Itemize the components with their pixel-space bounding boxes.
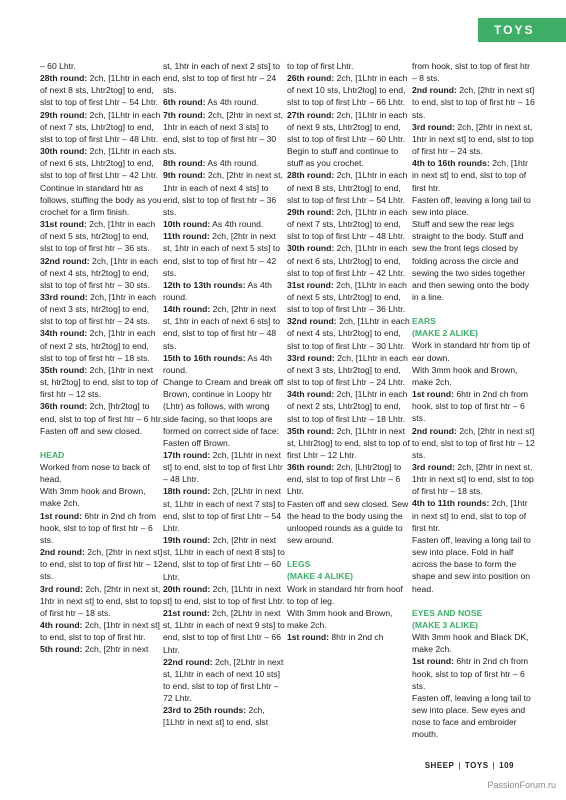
round-label: 11th round:: [163, 231, 210, 242]
instruction-paragraph: [163, 279, 287, 303]
instruction-paragraph: Fasten off, leaving a long tail to sew into place. Sew eyes and nose to face and embroider mouth.: [412, 692, 531, 740]
round-label: 3rd round:: [412, 121, 455, 132]
instruction-paragraph: [40, 218, 164, 254]
instruction-paragraph: [163, 96, 287, 108]
instruction-paragraph: [163, 485, 287, 534]
round-text: 2ch, [1Lhtr in each of next 2 sts, Lhtr2tog] to end, slst to top of first Lhtr – 18 Lhtr.: [287, 389, 408, 424]
round-label: 23rd to 25th rounds:: [163, 705, 247, 716]
round-text: 2ch, [1htr in each of next 2 sts, htr2tog] to end, slst to top of first htr – 18 sts.: [40, 328, 156, 363]
round-label: 29th round:: [40, 109, 88, 120]
round-text: 2ch, [2htr in next st] to end, slst to top of first htr – 16 sts.: [412, 85, 535, 120]
instruction-paragraph: [287, 388, 411, 424]
round-text: 2ch, [1htr in each of next 5 sts, htr2tog] to end, slst to top of first htr – 36 sts.: [40, 219, 156, 254]
instruction-paragraph: [163, 704, 287, 728]
instruction-paragraph: [40, 291, 164, 327]
round-label: 32nd round:: [40, 255, 90, 266]
instruction-paragraph: [287, 631, 411, 643]
instruction-paragraph: Worked from nose to back of head.: [40, 462, 150, 485]
round-label: 1st round:: [412, 389, 455, 400]
round-text: 2ch, [1Lhtr in next st] to end, slst to top of first Lhtr – 48 Lhtr.: [163, 450, 283, 485]
round-label: 34th round:: [287, 389, 335, 400]
instruction-paragraph: [287, 352, 411, 388]
round-text: 2ch, [1htr in next st] to end, slst to top of first htr.: [40, 620, 160, 643]
instruction-paragraph: [40, 72, 164, 108]
footer-category: TOYS: [464, 761, 489, 770]
round-text: 2ch, [htr2tog] to end, slst to top of first htr – 6 htr.: [40, 401, 163, 424]
round-text: 2ch, [1Lhtr in each of next 6 sts, Lhtr2tog] to end, slst to top of first Lhtr – 42 Lhtr.: [40, 146, 161, 181]
section-heading: (MAKE 4 ALIKE): [287, 571, 354, 582]
instruction-paragraph: [163, 607, 287, 656]
instruction-paragraph: [412, 655, 536, 691]
round-text: 2ch, [1Lhtr in each of next 4 sts, Lhtr2tog] to end, slst to top of first Lhtr – 30 Lhtr.: [287, 316, 410, 351]
instruction-paragraph: [163, 656, 287, 705]
round-text: 2ch, [2htr in next st, 1Lhtr in each of next 8 sts] to end, slst to top of first Lhtr – 60 Lhtr.: [163, 535, 285, 582]
text-column-2: [163, 60, 287, 729]
instruction-paragraph: [40, 364, 164, 400]
round-text: 8htr in 2nd ch: [329, 632, 384, 643]
instruction-paragraph: [287, 242, 411, 278]
instruction-paragraph: [163, 109, 287, 158]
paragraph-gap: [412, 303, 536, 315]
round-text: 2ch, [1Lhtr in each of next 3 sts, Lhtr2tog] to end, slst to top of first Lhtr – 24 Lhtr.: [287, 352, 408, 388]
round-label: 15th to 16th rounds:: [163, 352, 246, 363]
instruction-paragraph: [163, 157, 287, 169]
round-label: 28th round:: [40, 73, 88, 84]
round-text: 2ch, [2htr in next st, 1htr in next st] to end, slst to top of first htr – 18 sts.: [40, 583, 162, 618]
round-label: 30th round:: [287, 243, 335, 254]
instruction-paragraph: Stuff and sew the rear legs straight to the body. Stuff and sew the front legs closed by folding across the circle and sewing the two sides together and then sewing onto the body in a line.: [412, 219, 530, 302]
round-text: As 4th round.: [163, 352, 272, 375]
round-text: 2ch, [2Lhtr in next st, 1Lhtr in each of next 7 sts] to end, slst to top of first Lhtr – 54 Lhtr.: [163, 486, 285, 533]
watermark: PassionForum.ru: [487, 780, 556, 790]
page-footer: [425, 761, 514, 770]
instruction-paragraph: [40, 400, 164, 424]
round-text: 2ch, [2htr in next st, 1htr in each of next 6 sts] to end, slst to top of first htr – 48 sts.: [163, 304, 281, 351]
footer-separator: |: [458, 761, 461, 770]
instruction-paragraph: [163, 230, 287, 279]
round-text: 2ch, [1Lhtr in each of next 8 sts, Lhtr2tog] to end, slst to top of first Lhtr – 54 Lhtr.: [287, 170, 408, 205]
round-label: 30th round:: [40, 146, 88, 157]
round-label: 21st round:: [163, 608, 210, 619]
round-text: 2ch, [1Lhtr in each of next 10 sts, Lhtr2tog] to end, slst to top of first Lhtr – 66 Lhtr.: [287, 73, 408, 108]
instruction-paragraph: With 3mm hook and Brown, make 2ch.: [287, 607, 393, 631]
round-text: 2ch, [1Lhtr in each of next 5 sts, Lhtr2tog] to end, slst to top of first Lhtr – 36 Lhtr.: [287, 279, 407, 315]
instruction-paragraph: [287, 206, 411, 242]
round-text: 2ch, [1Lhtr in each of next 7 sts, Lhtr2tog] to end, slst to top of first Lhtr – 48 Lhtr.: [287, 206, 408, 242]
round-label: 31st round:: [287, 279, 334, 290]
round-text: 2ch, [2htr in next: [82, 644, 149, 655]
instruction-paragraph: to top of first Lhtr.: [287, 61, 354, 71]
round-label: 2nd round:: [40, 547, 85, 558]
round-label: 32nd round:: [287, 316, 337, 327]
instruction-paragraph: – 60 Lhtr.: [40, 61, 76, 71]
round-text: As 4th round.: [205, 97, 259, 108]
instruction-paragraph: Fasten off and sew closed. Sew the head to the body using the unlooped rounds as a guide to sew around.: [287, 498, 409, 546]
instruction-paragraph: [287, 315, 411, 351]
round-label: 20th round:: [163, 583, 211, 594]
round-text: 2ch, [1Lhtr in each of next 8 sts, Lhtr2tog] to end, slst to top of first Lhtr – 54 Lhtr.: [40, 73, 161, 108]
instruction-paragraph: With 3mm hook and Black DK, make 2ch.: [412, 632, 529, 655]
round-text: 2ch, [2htr in next st, 1htr in each of next 3 sts] to end, slst to top of first htr – 30 sts.: [163, 109, 283, 157]
round-label: 5th round:: [40, 644, 83, 655]
section-heading: (MAKE 3 ALIKE): [412, 619, 479, 630]
round-text: 2ch, [Lhtr2tog] to end, slst to top of first Lhtr – 6 Lhtr.: [287, 462, 402, 497]
instruction-paragraph: [40, 583, 164, 619]
round-label: 8th round:: [163, 158, 206, 169]
section-heading: EYES AND NOSE: [412, 607, 483, 618]
round-label: 3rd round:: [412, 462, 455, 472]
paragraph-gap: [40, 437, 164, 449]
round-label: 26th round:: [287, 73, 335, 84]
instruction-paragraph: [40, 109, 164, 145]
instruction-paragraph: [287, 461, 411, 497]
text-column-4: [412, 60, 536, 740]
instruction-paragraph: [412, 461, 536, 497]
round-label: 35th round:: [287, 425, 335, 436]
round-label: 6th round:: [163, 97, 206, 108]
round-text: 2ch, [1htr in next st, htr2tog] to end, slst to top of first htr – 12 sts.: [40, 364, 158, 400]
footer-section: SHEEP: [424, 761, 455, 770]
round-text: 2ch, [1Lhtr in next st, Lhtr2tog] to end, slst to top of first Lhtr – 12 Lhtr.: [287, 425, 410, 460]
instruction-paragraph: Fasten off and sew closed.: [40, 425, 143, 436]
section-heading: LEGS: [287, 559, 311, 570]
instruction-paragraph: [412, 425, 536, 461]
round-text: As 4th round.: [210, 219, 264, 230]
round-text: 2ch, [2htr in next st, 1htr in next st] to end, slst to top of first htr – 24 sts.: [412, 121, 534, 157]
instruction-paragraph: from hook, slst to top of first htr – 8 sts.: [412, 61, 530, 84]
instruction-paragraph: [40, 327, 164, 363]
instruction-paragraph: Fasten off, leaving a long tail to sew into place.: [412, 194, 531, 217]
round-text: 2ch, [2htr in next st] to end, slst to top of first htr – 12 sts.: [412, 425, 535, 460]
instruction-paragraph: Work in standard htr from tip of ear down.: [412, 340, 530, 363]
instruction-paragraph: [287, 279, 411, 315]
instruction-paragraph: [163, 449, 287, 485]
round-label: 18th round:: [163, 486, 211, 497]
instruction-paragraph: [40, 619, 164, 643]
round-text: 2ch, [2htr in next st, 1htr in each of next 5 sts] to end, slst to top of first htr – 42 sts.: [163, 231, 281, 278]
instruction-paragraph: [412, 157, 536, 193]
round-label: 33rd round:: [287, 352, 335, 363]
round-text: 2ch, [1htr in next st] to end, slst to top of first htr.: [412, 158, 529, 193]
section-tab: TOYS: [478, 18, 566, 42]
round-label: 12th to 13th rounds:: [163, 279, 246, 290]
round-label: 31st round:: [40, 219, 87, 230]
round-label: 35th round:: [40, 364, 88, 375]
text-column-1: [40, 60, 164, 656]
instruction-paragraph: [163, 583, 287, 607]
paragraph-gap: [412, 595, 536, 607]
instruction-paragraph: [40, 510, 164, 546]
page-number: 109: [499, 761, 514, 770]
round-label: 1st round:: [412, 656, 455, 667]
footer-separator: |: [492, 761, 496, 770]
instruction-paragraph: [287, 109, 411, 145]
round-label: 14th round:: [163, 304, 211, 315]
instruction-paragraph: [412, 121, 536, 157]
round-text: 2ch, [1Lhtr in next st] to end, slst to top of first Lhtr.: [163, 583, 285, 606]
round-label: 36th round:: [40, 401, 88, 412]
instruction-paragraph: Change to Cream and break off Brown, continue in Loopy htr (Lhtr) as follows, with wrong side facing, so that loops are formed on correct side of face:: [163, 377, 284, 436]
instruction-paragraph: st, 1htr in each of next 2 sts] to end, slst to top of first htr – 24 sts.: [163, 61, 281, 96]
round-text: As 4th round.: [163, 279, 272, 302]
instruction-paragraph: [412, 84, 536, 120]
round-label: 22nd round:: [163, 656, 213, 667]
round-label: 9th round:: [163, 170, 206, 181]
instruction-paragraph: Begin to stuff and continue to stuff as you crochet.: [287, 146, 399, 169]
round-text: As 4th round.: [205, 158, 259, 169]
round-label: 33rd round:: [40, 291, 88, 302]
round-label: 7th round:: [163, 109, 206, 120]
round-label: 17th round:: [163, 450, 211, 460]
round-text: 6htr in 2nd ch from hook, slst to top of first htr – 6 sts.: [412, 656, 529, 691]
instruction-paragraph: [163, 218, 287, 230]
round-text: 2ch, [1Lhtr in each of next 9 sts, Lhtr2tog] to end, slst to top of first Lhtr – 60 Lhtr.: [287, 109, 408, 144]
round-text: 2ch, [1htr in each of next 3 sts, htr2tog] to end, slst to top of first htr – 24 sts.: [40, 291, 157, 327]
instruction-paragraph: [287, 425, 411, 461]
round-label: 10th round:: [163, 219, 211, 230]
round-label: 2nd round:: [412, 85, 457, 96]
section-heading: EARS: [412, 316, 436, 327]
instruction-paragraph: Fasten off, leaving a long tail to sew into place. Fold in half across the base to form the shape and sew into position on head.: [412, 534, 531, 594]
instruction-paragraph: [412, 388, 536, 424]
instruction-paragraph: [40, 546, 164, 582]
round-text: 2ch, [2htr in next st, 1htr in next st] to end, slst to top of first htr – 18 sts.: [412, 462, 534, 497]
round-label: 2nd round:: [412, 425, 457, 436]
round-text: 2ch, [2htr in next st, 1htr in each of next 4 sts] to end, slst to top of first htr – 36 sts.: [163, 170, 283, 217]
instruction-paragraph: [40, 145, 164, 181]
instruction-paragraph: [163, 169, 287, 218]
round-label: 1st round:: [287, 632, 330, 643]
round-label: 27th round:: [287, 109, 335, 120]
round-label: 1st round:: [40, 510, 83, 521]
round-label: 4th round:: [40, 620, 83, 631]
round-text: 2ch, [1Lhtr in each of next 6 sts, Lhtr2tog] to end, slst to top of first Lhtr – 42 Lhtr.: [287, 243, 408, 278]
instruction-paragraph: With 3mm hook and Brown, make 2ch.: [412, 364, 518, 387]
round-label: 4th to 16th rounds:: [412, 158, 490, 169]
instruction-paragraph: [40, 255, 164, 291]
instruction-paragraph: [163, 303, 287, 352]
round-label: 34th round:: [40, 328, 88, 339]
round-label: 29th round:: [287, 206, 335, 217]
round-text: 2ch, [1Lhtr in next st] to end, slst: [163, 705, 269, 728]
round-text: 2ch, [2Lhtr in next st, 1Lhtr in each of next 9 sts] to end, slst to top of first Lhtr – 66 Lhtr.: [163, 608, 285, 655]
text-column-3: [287, 60, 411, 643]
instruction-paragraph: [40, 643, 164, 655]
round-text: 2ch, [1htr in next st] to end, slst to top of first htr.: [412, 498, 528, 533]
instruction-paragraph: [412, 497, 536, 533]
round-text: 2ch, [2Lhtr in next st, 1Lhtr in each of next 10 sts] to end, slst to top of first Lhtr – 72 Lhtr.: [163, 656, 284, 704]
round-label: 36th round:: [287, 462, 335, 473]
round-text: 2ch, [1htr in each of next 4 sts, htr2tog] to end, slst to top of first htr – 30 sts.: [40, 255, 158, 290]
instruction-paragraph: [163, 534, 287, 583]
round-label: 4th to 11th rounds:: [412, 498, 490, 509]
instruction-paragraph: With 3mm hook and Brown, make 2ch.: [40, 486, 146, 509]
instruction-paragraph: [163, 352, 287, 376]
instruction-paragraph: Work in standard htr from hoof to top of leg.: [287, 583, 403, 606]
round-label: 28th round:: [287, 170, 335, 181]
section-heading: (MAKE 2 ALIKE): [412, 328, 479, 339]
instruction-paragraph: Fasten off Brown.: [163, 437, 231, 448]
round-label: 3rd round:: [40, 583, 83, 594]
paragraph-gap: [287, 546, 411, 558]
section-heading: HEAD: [40, 449, 65, 460]
instruction-paragraph: [287, 72, 411, 108]
round-text: 2ch, [2htr in next st] to end, slst to top of first htr – 12 sts.: [40, 547, 163, 582]
round-text: 6htr in 2nd ch from hook, slst to top of first htr – 6 sts.: [412, 389, 529, 424]
round-label: 19th round:: [163, 535, 211, 546]
round-text: 2ch, [1Lhtr in each of next 7 sts, Lhtr2tog] to end, slst to top of first Lhtr – 48 Lhtr.: [40, 109, 161, 144]
instruction-paragraph: [287, 169, 411, 205]
instruction-paragraph: Continue in standard htr as follows, stuffing the body as you crochet for a firm finish.: [40, 182, 162, 217]
round-text: 6htr in 2nd ch from hook, slst to top of first htr – 6 sts.: [40, 510, 157, 545]
